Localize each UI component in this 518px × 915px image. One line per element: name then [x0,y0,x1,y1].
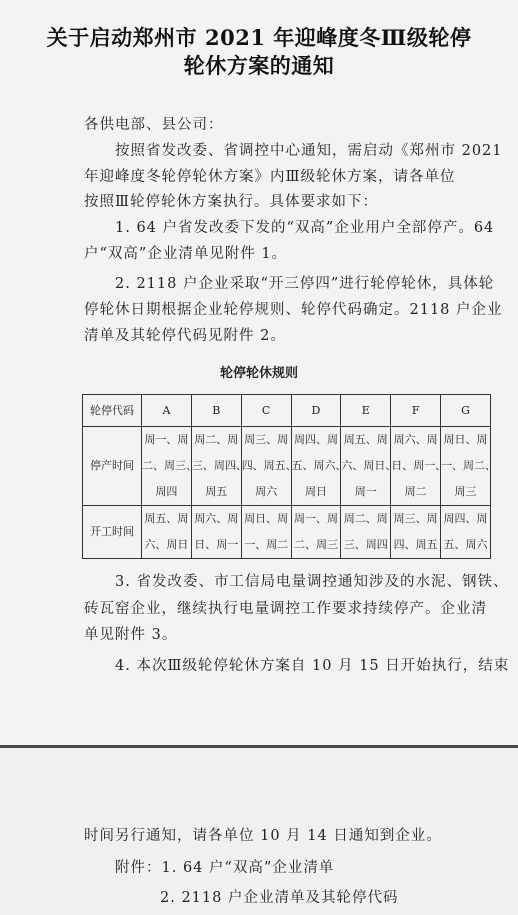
start-cell-line: 周六、周 [194,512,239,525]
item-2-line-2: 停轮休日期根据企业轮停规则、轮停代码确定。2118 户企业 [84,302,503,318]
item-1-line-2: 户“双高”企业清单见附件 1。 [84,246,288,262]
stop-cell-c [241,427,297,506]
stop-cell-line: 日、周一、 [391,459,447,472]
stop-cell-line: 周六、周 [393,433,438,446]
stop-cell-line: 周二 [404,485,427,498]
start-cell-f [391,506,441,559]
stop-cell-line: 五、周六、 [291,459,347,472]
item-2-line-1: 2. 2118 户企业采取“开三停四”进行轮停轮休，具体轮 [115,276,495,292]
start-cell-a [142,506,192,559]
code-cell-g: G [441,395,491,427]
stop-cell-a [142,427,197,506]
attachment-2: 2. 2118 户企业清单及其轮停代码 [160,890,399,906]
stop-cell-line: 周五、周 [343,433,388,446]
stop-cell-line: 四、周五、 [241,459,297,472]
notice-title-line-2: 轮休方案的通知 [183,53,335,78]
start-cell-b [191,506,241,559]
stop-cell-line: 周五 [205,485,228,498]
start-cell-line: 二、周三 [293,538,338,551]
stop-cell-line: 周三 [454,485,477,498]
stop-cell-line: 六、周日、 [341,459,397,472]
code-header-cell: 轮停代码 [83,395,142,427]
start-cell-line: 周四、周 [443,512,488,525]
start-cell-line: 五、周六 [443,538,488,551]
table-caption: 轮停轮休规则 [219,366,298,381]
start-cell-line: 周五、周 [144,512,189,525]
salutation: 各供电部、县公司： [84,117,224,133]
start-cell-line: 周二、周 [343,512,388,525]
stop-cell-line: 周二、周 [194,433,239,446]
item-2-line-3: 清单及其轮停代码见附件 2。 [84,328,286,344]
start-cell-c [241,506,291,559]
stop-cell-line: 三、周四、 [191,459,247,472]
start-cell-d [291,506,341,559]
item-3-line-1: 3. 省发改委、市工信局电量调控通知涉及的水泥、钢铁、 [115,574,509,590]
start-header-cell: 开工时间 [83,506,142,559]
stop-cell-f [391,427,447,506]
stop-header-cell: 停产时间 [83,427,142,506]
item-4-line-2: 时间另行通知，请各单位 10 月 14 日通知到企业。 [84,828,442,844]
item-3-line-2: 砖瓦窑企业，继续执行电量调控工作要求持续停产。企业清 [84,601,487,617]
start-cell-line: 一、周二 [244,538,289,551]
code-cell-f: F [391,395,441,427]
item-1-line-1: 1. 64 户省发改委下发的“双高”企业用户全部停产。64 [115,220,495,236]
start-cell-line: 三、周四 [343,538,388,551]
start-cell-line: 四、周五 [393,538,438,551]
table-row-start [83,506,491,559]
stop-cell-d [291,427,347,506]
stop-cell-line: 周三、周 [244,433,289,446]
table-row-stop [83,427,491,506]
stop-cell-line: 周四 [155,485,178,498]
item-4-line-1: 4. 本次Ⅲ级轮停轮休方案自 10 月 15 日开始执行，结束 [115,658,510,674]
stop-cell-line: 周日、周 [443,433,488,446]
start-cell-g [441,506,491,559]
stop-cell-line: 周六 [255,485,278,498]
item-3-line-3: 单见附件 3。 [84,627,178,643]
stop-cell-line: 周四、周 [293,433,338,446]
stop-cell-e [341,427,397,506]
code-cell-c: C [241,395,291,427]
notice-title-line-1: 关于启动郑州市 2021 年迎峰度冬Ⅲ级轮停 [46,25,472,50]
code-cell-a: A [142,395,192,427]
start-cell-line: 周三、周 [393,512,438,525]
start-cell-line: 周一、周 [293,512,338,525]
start-cell-line: 日、周一 [194,538,239,551]
stop-cell-b [191,427,247,506]
stop-cell-line: 一、周二、 [441,459,497,472]
attachment-1: 附件：1. 64 户“双高”企业清单 [115,860,335,876]
code-cell-d: D [291,395,341,427]
start-cell-line: 六、周日 [144,538,189,551]
table-row-codes [83,395,491,427]
code-cell-e: E [341,395,391,427]
rotation-rules-table [82,394,497,559]
intro-line-1: 按照省发改委、省调控中心通知，需启动《郑州市 2021 [115,143,503,159]
start-cell-line: 周日、周 [244,512,289,525]
intro-line-2: 年迎峰度冬轮停轮休方案》内Ⅲ级轮休方案，请各单位 [84,169,456,185]
stop-cell-line: 二、周三、 [142,459,197,472]
start-cell-e [341,506,391,559]
stop-cell-line: 周一、周 [144,433,189,446]
document-page-2 [0,748,518,915]
stop-cell-line: 周日 [304,485,327,498]
stop-cell-line: 周一 [354,485,377,498]
intro-line-3: 按照Ⅲ轮停轮休方案执行。具体要求如下： [84,194,378,210]
stop-cell-g [441,427,497,506]
code-cell-b: B [191,395,241,427]
